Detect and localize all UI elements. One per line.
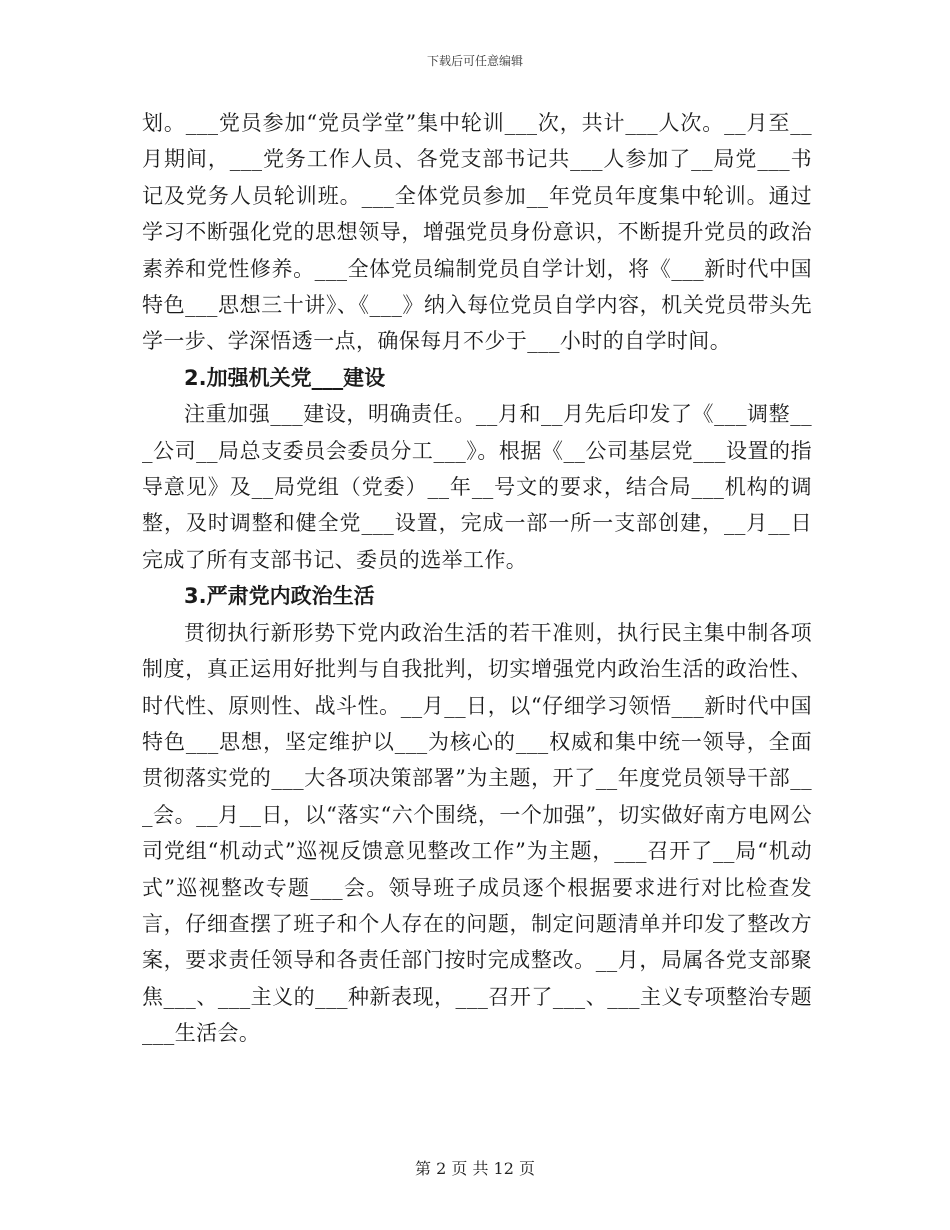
paragraph-organization-building: 注重加强___建设，明确责任。__月和__月先后印发了《___调整___公司__局总支委员会委员分工___》。根据《__公司基层党___设置的指导意见》及__局党组（党委）__年__号文的要求，结合局___机构的调整，及时调整和健全党___设置，完成一部一所一支部创建，__月__日完成了所有支部书记、委员的选举工作。 xyxy=(142,402,812,572)
section-heading-3: 3.严肃党内政治生活 xyxy=(184,584,375,609)
page-header: 下载后可任意编辑 xyxy=(426,54,523,68)
paragraph-party-training: 划。___党员参加“党员学堂”集中轮训___次，共计___人次。__月至__月期间，___党务工作人员、各党支部书记共___人参加了__局党___书记及党务人员轮训班。___全体党员参加__年党员年度集中轮训。通过学习不断强化党的思想领导，增强党员身份意识，不断提升党员的政治素养和党性修养。___全体党员编制党员自学计划，将《___新时代中国特色___思想三十讲》、《___》纳入每位党员自学内容，机关党员带头先学一步、学深悟透一点，确保每月不少于___小时的自学时间。 xyxy=(142,111,812,354)
page-footer: 第 2 页 共 12 页 xyxy=(415,1159,535,1178)
paragraph-political-life: 贯彻执行新形势下党内政治生活的若干准则，执行民主集中制各项制度，真正运用好批判与自我批判，切实增强党内政治生活的政治性、时代性、原则性、战斗性。__月__日，以“仔细学习领悟___新时代中国特色___思想，坚定维护以___为核心的___权威和集中统一领导，全面贯彻落实党的___大各项决策部署”为主题，开了__年度党员领导干部___会。__月__日，以“落实“六个围绕，一个加强”，切实做好南方电网公司党组“机动式”巡视反馈意见整改工作”为主题，___召开了__局“机动式”巡视整改专题___会。领导班子成员逐个根据要求进行对比检查发言，仔细查摆了班子和个人存在的问题，制定问题清单并印发了整改方案，要求责任领导和各责任部门按时完成整改。__月，局属各党支部聚焦___、___主义的___种新表现，___召开了___、___主义专项整治专题___生活会。 xyxy=(142,620,812,1046)
document-body xyxy=(142,105,812,1052)
section-heading-2: 2.加强机关党___建设 xyxy=(184,365,386,390)
